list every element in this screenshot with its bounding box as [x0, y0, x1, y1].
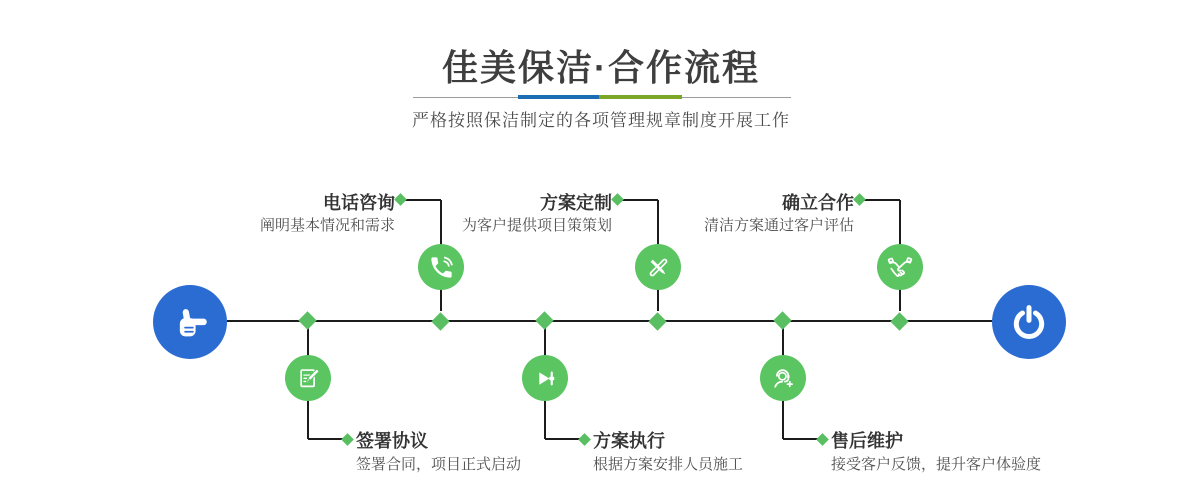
timeline-diamond-icon — [298, 311, 316, 329]
step-desc: 为客户提供项目策策划 — [461, 217, 612, 234]
timeline-diamond-icon — [890, 312, 908, 330]
step-circle — [418, 244, 464, 290]
step-title: 签署协议 — [356, 431, 428, 451]
divider-green-segment — [599, 95, 682, 99]
step-circle — [285, 355, 331, 401]
step-circle — [760, 355, 806, 401]
pencil-ruler-icon — [645, 254, 672, 281]
timeline-diamond-icon — [773, 311, 791, 329]
power-icon — [1009, 302, 1049, 342]
label-diamond-icon — [816, 433, 829, 446]
timeline-diamond-icon — [535, 311, 553, 329]
step-desc: 根据方案安排人员施工 — [593, 456, 744, 473]
pointing-hand-icon — [169, 301, 211, 343]
timeline-line — [227, 320, 992, 322]
step-title: 确立合作 — [782, 193, 854, 213]
label-diamond-icon — [853, 193, 866, 206]
title-divider — [413, 93, 791, 101]
play-next-icon — [532, 365, 559, 392]
page-title: 佳美保洁·合作流程 — [442, 47, 760, 88]
step-title: 方案定制 — [540, 193, 612, 213]
step-circle — [877, 244, 923, 290]
step-title: 电话咨询 — [323, 193, 395, 213]
step-desc: 阐明基本情况和需求 — [259, 217, 395, 234]
label-diamond-icon — [394, 193, 407, 206]
contract-pen-icon — [295, 365, 322, 392]
step-circle — [635, 244, 681, 290]
label-diamond-icon — [341, 433, 354, 446]
timeline-end-node — [992, 285, 1066, 359]
timeline-diamond-icon — [648, 312, 666, 330]
support-headset-icon — [769, 364, 797, 392]
step-desc: 清洁方案通过客户评估 — [703, 217, 854, 234]
step-title: 方案执行 — [593, 431, 665, 451]
phone-icon — [428, 254, 455, 281]
timeline-diamond-icon — [431, 312, 449, 330]
timeline-start-node — [153, 285, 227, 359]
step-desc: 签署合同，项目正式启动 — [356, 456, 522, 473]
divider-gray-right — [682, 97, 791, 98]
page-subtitle: 严格按照保洁制定的各项管理规章制度开展工作 — [412, 111, 790, 130]
label-diamond-icon — [611, 193, 624, 206]
step-title: 售后维护 — [831, 431, 903, 451]
handshake-icon — [886, 253, 914, 281]
divider-blue-segment — [518, 95, 599, 99]
step-circle — [522, 355, 568, 401]
label-diamond-icon — [578, 433, 591, 446]
divider-gray-left — [413, 97, 518, 98]
step-desc: 接受客户反馈，提升客户体验度 — [831, 456, 1042, 473]
